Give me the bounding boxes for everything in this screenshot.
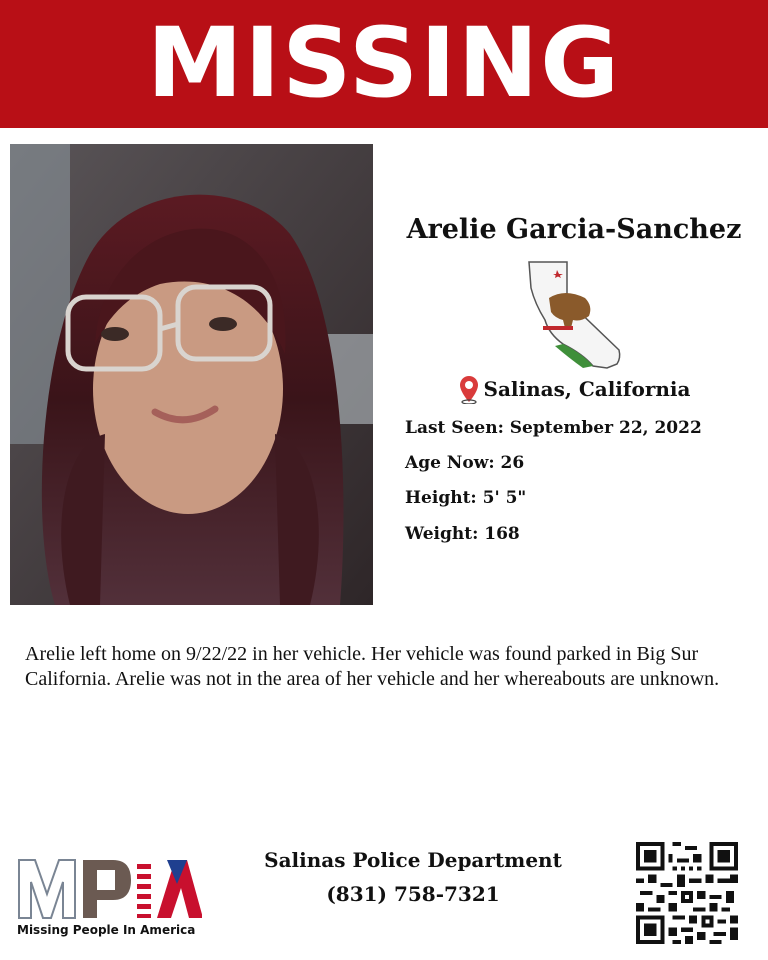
missing-banner xyxy=(0,0,768,128)
height: Height: 5' 5" xyxy=(405,488,527,508)
last-seen: Last Seen: September 22, 2022 xyxy=(405,418,702,438)
weight: Weight: 168 xyxy=(405,524,520,544)
person-name: Arelie Garcia-Sanchez xyxy=(406,214,742,245)
circumstances-text: Arelie left home on 9/22/22 in her vehicle. Her vehicle was found parked in Big Sur California. Arelie was not in the area of her vehicle and her whereabouts are unknown. xyxy=(25,643,720,690)
banner-title: MISSING xyxy=(146,7,622,119)
age-now: Age Now: 26 xyxy=(405,453,525,473)
agency-name: Salinas Police Department xyxy=(264,848,562,872)
location-line xyxy=(380,374,768,404)
california-state-flag-map xyxy=(523,258,627,374)
qr-code[interactable] xyxy=(636,842,738,944)
person-photo xyxy=(10,144,373,605)
location-pin-icon xyxy=(458,374,480,404)
mpia-tagline: Missing People In America xyxy=(17,923,196,937)
location-text: Salinas, California xyxy=(483,377,691,401)
agency-phone: (831) 758-7321 xyxy=(326,882,500,906)
